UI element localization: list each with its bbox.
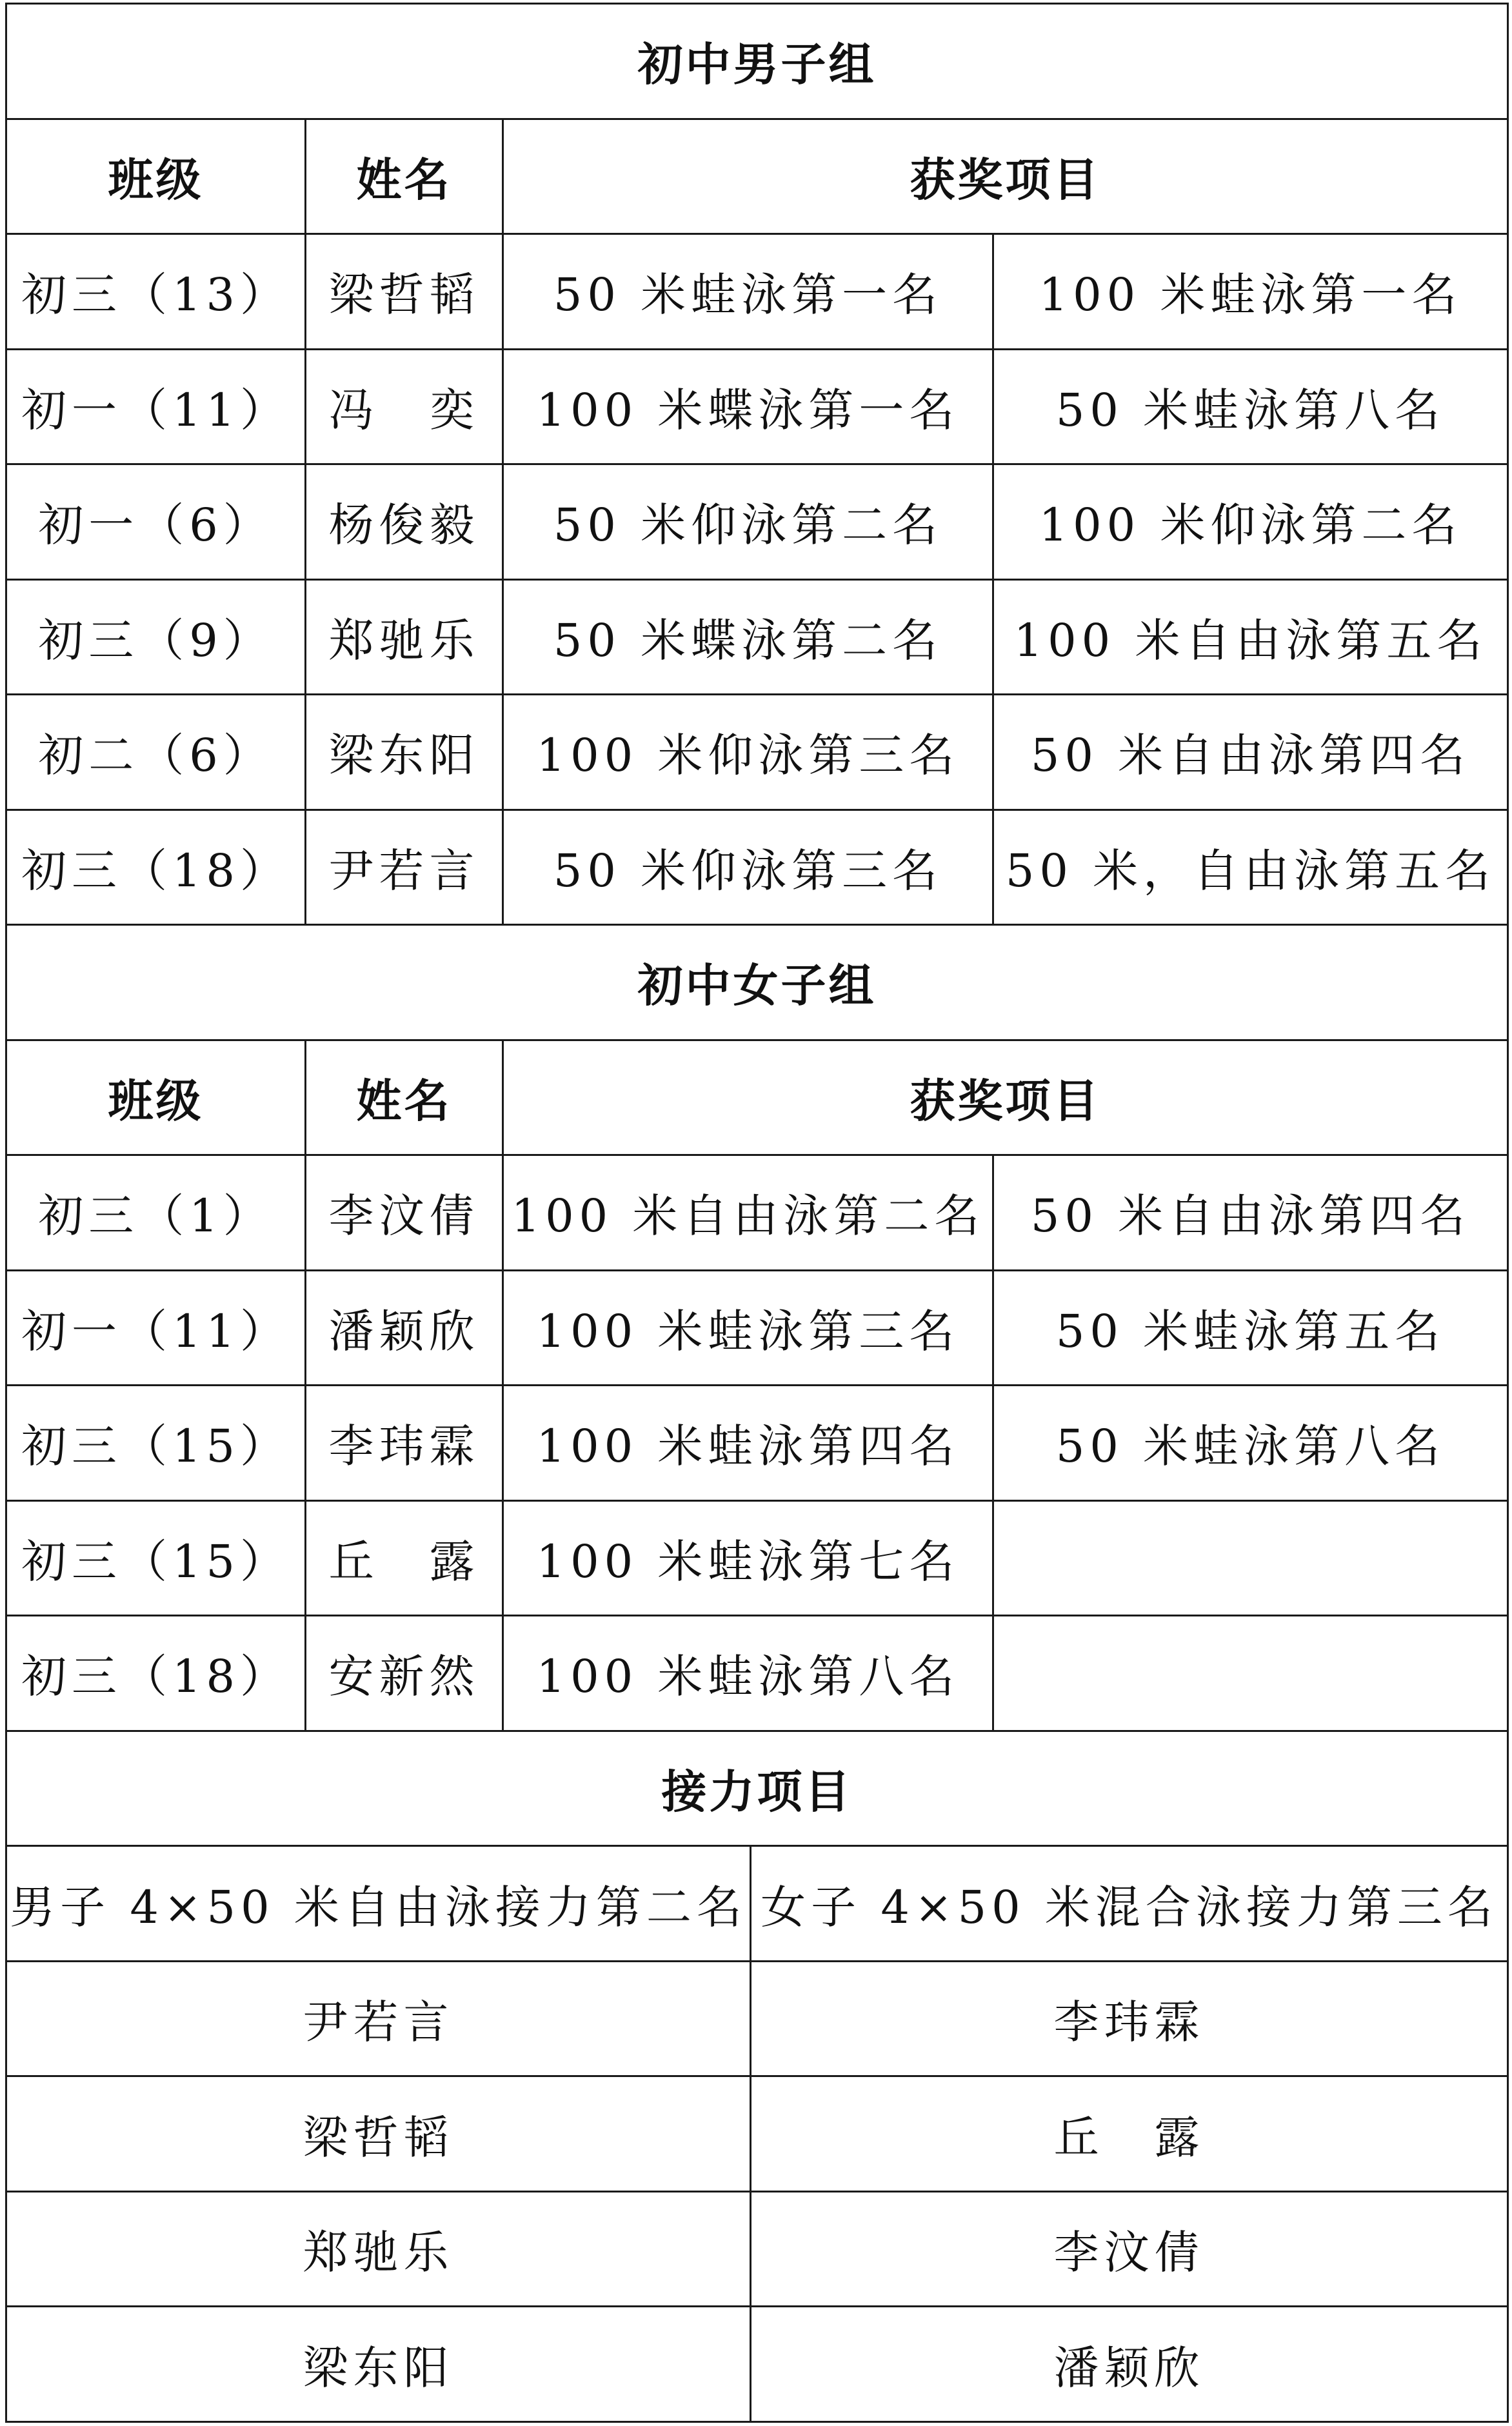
award-cell-1: 100 米蛙泳第八名	[503, 1616, 993, 1731]
men-relay-event: 男子 4×50 米自由泳接力第二名	[6, 1846, 751, 1962]
award-cell-2: 100 米仰泳第二名	[993, 464, 1508, 580]
boys-header-row	[6, 119, 1508, 234]
girls-title-row	[6, 925, 1508, 1040]
award-cell-1: 50 米蝶泳第二名	[503, 579, 993, 695]
relay-title-row	[6, 1731, 1508, 1846]
award-cell-1: 100 米蛙泳第七名	[503, 1500, 993, 1616]
table-row	[6, 1270, 1508, 1386]
header-name: 姓名	[306, 1040, 503, 1155]
header-class: 班级	[6, 1040, 306, 1155]
table-row	[6, 1500, 1508, 1616]
award-cell-2: 50 米蛙泳第八名	[993, 1386, 1508, 1501]
award-cell-2: 100 米自由泳第五名	[993, 579, 1508, 695]
header-award: 获奖项目	[503, 119, 1508, 234]
name-cell: 丘 露	[306, 1500, 503, 1616]
table-row	[6, 695, 1508, 810]
class-cell: 初三（1）	[6, 1155, 306, 1271]
class-cell: 初三（15）	[6, 1386, 306, 1501]
boys-title-row	[6, 4, 1508, 119]
award-cell-1: 50 米仰泳第三名	[503, 810, 993, 925]
class-cell: 初三（18）	[6, 1616, 306, 1731]
name-cell: 杨俊毅	[306, 464, 503, 580]
relay-event-row	[6, 1846, 1508, 1962]
class-cell: 初三（15）	[6, 1500, 306, 1616]
name-cell: 安新然	[306, 1616, 503, 1731]
girls-header-row	[6, 1040, 1508, 1155]
awards-table	[5, 3, 1509, 2423]
award-cell-2: 100 米蛙泳第一名	[993, 234, 1508, 350]
class-cell: 初一（6）	[6, 464, 306, 580]
men-relay-member: 梁东阳	[6, 2307, 751, 2422]
relay-member-row	[6, 2191, 1508, 2307]
name-cell: 李汶倩	[306, 1155, 503, 1271]
class-cell: 初二（6）	[6, 695, 306, 810]
header-award: 获奖项目	[503, 1040, 1508, 1155]
award-cell-2	[993, 1616, 1508, 1731]
name-cell: 冯 奕	[306, 349, 503, 464]
name-cell: 尹若言	[306, 810, 503, 925]
women-relay-event: 女子 4×50 米混合泳接力第三名	[751, 1846, 1508, 1962]
award-cell-1: 100 米蛙泳第三名	[503, 1270, 993, 1386]
table-row	[6, 1616, 1508, 1731]
women-relay-member: 李汶倩	[751, 2191, 1508, 2307]
men-relay-member: 尹若言	[6, 1961, 751, 2076]
award-cell-2	[993, 1500, 1508, 1616]
award-cell-1: 50 米蛙泳第一名	[503, 234, 993, 350]
women-relay-member: 李玮霖	[751, 1961, 1508, 2076]
table-row	[6, 579, 1508, 695]
class-cell: 初三（9）	[6, 579, 306, 695]
girls-section-title: 初中女子组	[6, 925, 1508, 1040]
table-row	[6, 1155, 1508, 1271]
award-cell-2: 50 米蛙泳第八名	[993, 349, 1508, 464]
class-cell: 初三（18）	[6, 810, 306, 925]
name-cell: 潘颖欣	[306, 1270, 503, 1386]
header-class: 班级	[6, 119, 306, 234]
name-cell: 梁哲韬	[306, 234, 503, 350]
women-relay-member: 丘 露	[751, 2076, 1508, 2192]
name-cell: 李玮霖	[306, 1386, 503, 1501]
class-cell: 初一（11）	[6, 349, 306, 464]
relay-member-row	[6, 2307, 1508, 2422]
header-name: 姓名	[306, 119, 503, 234]
relay-member-row	[6, 2076, 1508, 2192]
award-cell-1: 50 米仰泳第二名	[503, 464, 993, 580]
table-row	[6, 810, 1508, 925]
women-relay-member: 潘颖欣	[751, 2307, 1508, 2422]
name-cell: 郑驰乐	[306, 579, 503, 695]
award-cell-2: 50 米自由泳第四名	[993, 695, 1508, 810]
name-cell: 梁东阳	[306, 695, 503, 810]
award-cell-1: 100 米自由泳第二名	[503, 1155, 993, 1271]
table-row	[6, 464, 1508, 580]
award-cell-1: 100 米蝶泳第一名	[503, 349, 993, 464]
award-cell-1: 100 米蛙泳第四名	[503, 1386, 993, 1501]
men-relay-member: 郑驰乐	[6, 2191, 751, 2307]
award-cell-2: 50 米，自由泳第五名	[993, 810, 1508, 925]
award-cell-2: 50 米蛙泳第五名	[993, 1270, 1508, 1386]
relay-section-title: 接力项目	[6, 1731, 1508, 1846]
men-relay-member: 梁哲韬	[6, 2076, 751, 2192]
table-row	[6, 349, 1508, 464]
table-row	[6, 1386, 1508, 1501]
boys-section-title: 初中男子组	[6, 4, 1508, 119]
relay-member-row	[6, 1961, 1508, 2076]
table-row	[6, 234, 1508, 350]
class-cell: 初三（13）	[6, 234, 306, 350]
award-cell-1: 100 米仰泳第三名	[503, 695, 993, 810]
award-cell-2: 50 米自由泳第四名	[993, 1155, 1508, 1271]
class-cell: 初一（11）	[6, 1270, 306, 1386]
